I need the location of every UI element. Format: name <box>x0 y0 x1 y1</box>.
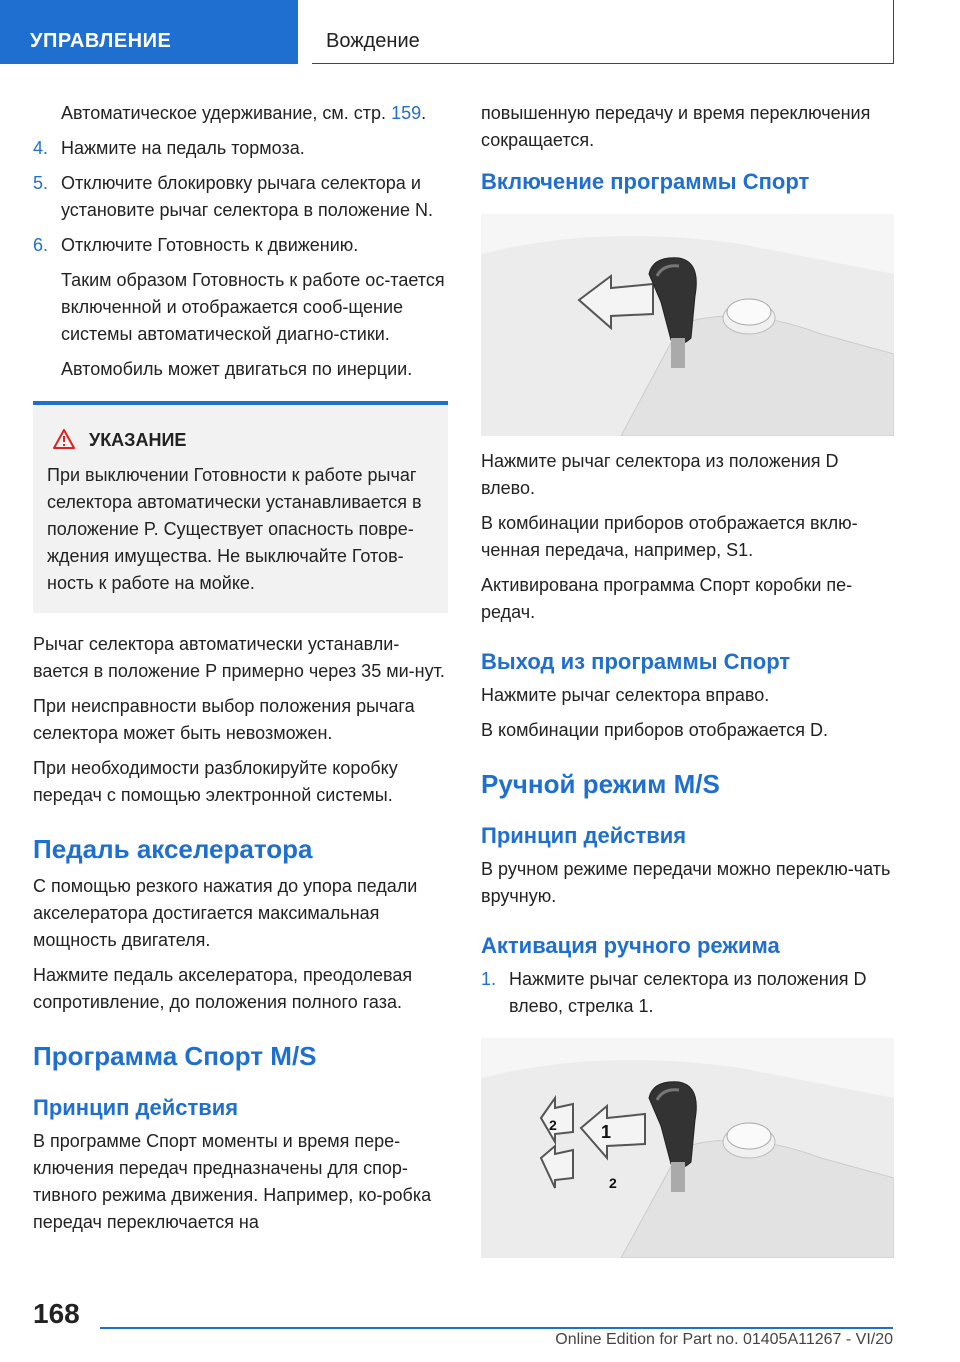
warning-text: При выключении Готовности к работе рычаг селектора автоматически устанавливается в положение P. Существует опасность повре-ждения имущества. Не выключайте Готов-ность к работе на мойке. <box>47 465 422 593</box>
paragraph-sport-on-3: Активирована программа Спорт коробки пе-редач. <box>481 575 853 622</box>
right-column <box>481 100 894 1258</box>
list-item-step-4: 4. Нажмите на педаль тормоза. <box>33 135 448 162</box>
left-column <box>33 100 448 1244</box>
paragraph-malfunction: При неисправности выбор положения рычага селектора может быть невозможен. <box>33 696 415 743</box>
arrow-label-2-lower: 2 <box>609 1175 617 1191</box>
header-subsection <box>312 0 894 64</box>
warning-triangle-icon <box>53 429 75 449</box>
heading-sport-off: Выход из программы Спорт <box>481 649 791 674</box>
heading-sport-program: Программа Спорт M/S <box>33 1041 317 1071</box>
warning-box <box>33 401 448 613</box>
paragraph-sport-off-2: В комбинации приборов отображается D. <box>481 720 828 740</box>
figure-selector-lever-manual <box>481 1038 894 1258</box>
paragraph-accel-1: С помощью резкого нажатия до упора педали акселератора достигается максимальная мощность двигателя. <box>33 876 418 950</box>
footer-divider <box>100 1327 893 1329</box>
heading-sport-on: Включение программы Спорт <box>481 169 810 194</box>
step-6-note-2: Автомобиль может двигаться по инерции. <box>61 359 413 379</box>
heading-manual-mode: Ручной режим M/S <box>481 769 720 799</box>
heading-principle: Принцип действия <box>481 823 687 848</box>
step-number: 5. <box>33 173 49 193</box>
page-number: 168 <box>33 1298 80 1329</box>
list-item-step-5: 5. Отключите блокировку рычага селектора и установите рычаг селектора в положение N. <box>33 170 448 224</box>
heading-activate-manual: Активация ручного режима <box>481 933 780 958</box>
header-subsection-title: Вождение <box>326 30 420 52</box>
step-number: 6. <box>33 235 49 255</box>
paragraph-manual: В ручном режиме передачи можно переклю-чать вручную. <box>481 859 891 906</box>
selector-lever-illustration <box>481 214 894 436</box>
heading-accelerator: Педаль акселератора <box>33 834 313 864</box>
header-section-tab <box>0 0 298 64</box>
page-link[interactable]: 159 <box>391 103 422 123</box>
step-6-note-1: Таким образом Готовность к работе ос-тается включенной и отображается сооб-щение системы автоматической диагно-стики. <box>61 270 445 344</box>
selector-lever-manual-illustration <box>481 1038 894 1258</box>
footer-edition: Online Edition for Part no. 01405A11267 - VI/20 <box>555 1331 893 1348</box>
paragraph-accel-2: Нажмите педаль акселератора, преодолевая сопротивление, до положения полного газа. <box>33 965 413 1012</box>
paragraph-sport-off-1: Нажмите рычаг селектора вправо. <box>481 685 770 705</box>
list-item-step-1: 1. Нажмите рычаг селектора из положения D влево, стрелка 1. <box>481 966 894 1020</box>
paragraph-auto-p: Рычаг селектора автоматически устанавли-вается в положение P примерно через 35 ми-нут. <box>33 634 445 681</box>
paragraph-unlock: При необходимости разблокируйте коробку передач с помощью электронной системы. <box>33 758 398 805</box>
paragraph-continued: повышенную передачу и время переключения сокращается. <box>481 103 871 150</box>
header-section-title: УПРАВЛЕНИЕ <box>30 30 172 52</box>
arrow-label-1: 1 <box>601 1122 612 1142</box>
step-number: 4. <box>33 138 49 158</box>
list-item-step-6: 6. Отключите Готовность к движению. <box>33 232 448 259</box>
warning-title: УКАЗАНИЕ <box>47 427 434 454</box>
figure-selector-lever-left <box>481 214 894 436</box>
paragraph-continued: Автоматическое удерживание, см. стр. 159. <box>61 103 427 123</box>
heading-principle: Принцип действия <box>33 1095 239 1120</box>
arrow-label-2-upper: 2 <box>549 1117 557 1133</box>
paragraph-principle: В программе Спорт моменты и время пере-ключения передач предназначены для спор-тивного режима движения. Например, ко-робка передач переключается на <box>33 1131 432 1232</box>
step-number: 1. <box>481 969 497 989</box>
paragraph-sport-on-2: В комбинации приборов отображается вклю-ченная передача, например, S1. <box>481 513 858 560</box>
paragraph-sport-on-1: Нажмите рычаг селектора из положения D влево. <box>481 451 839 498</box>
